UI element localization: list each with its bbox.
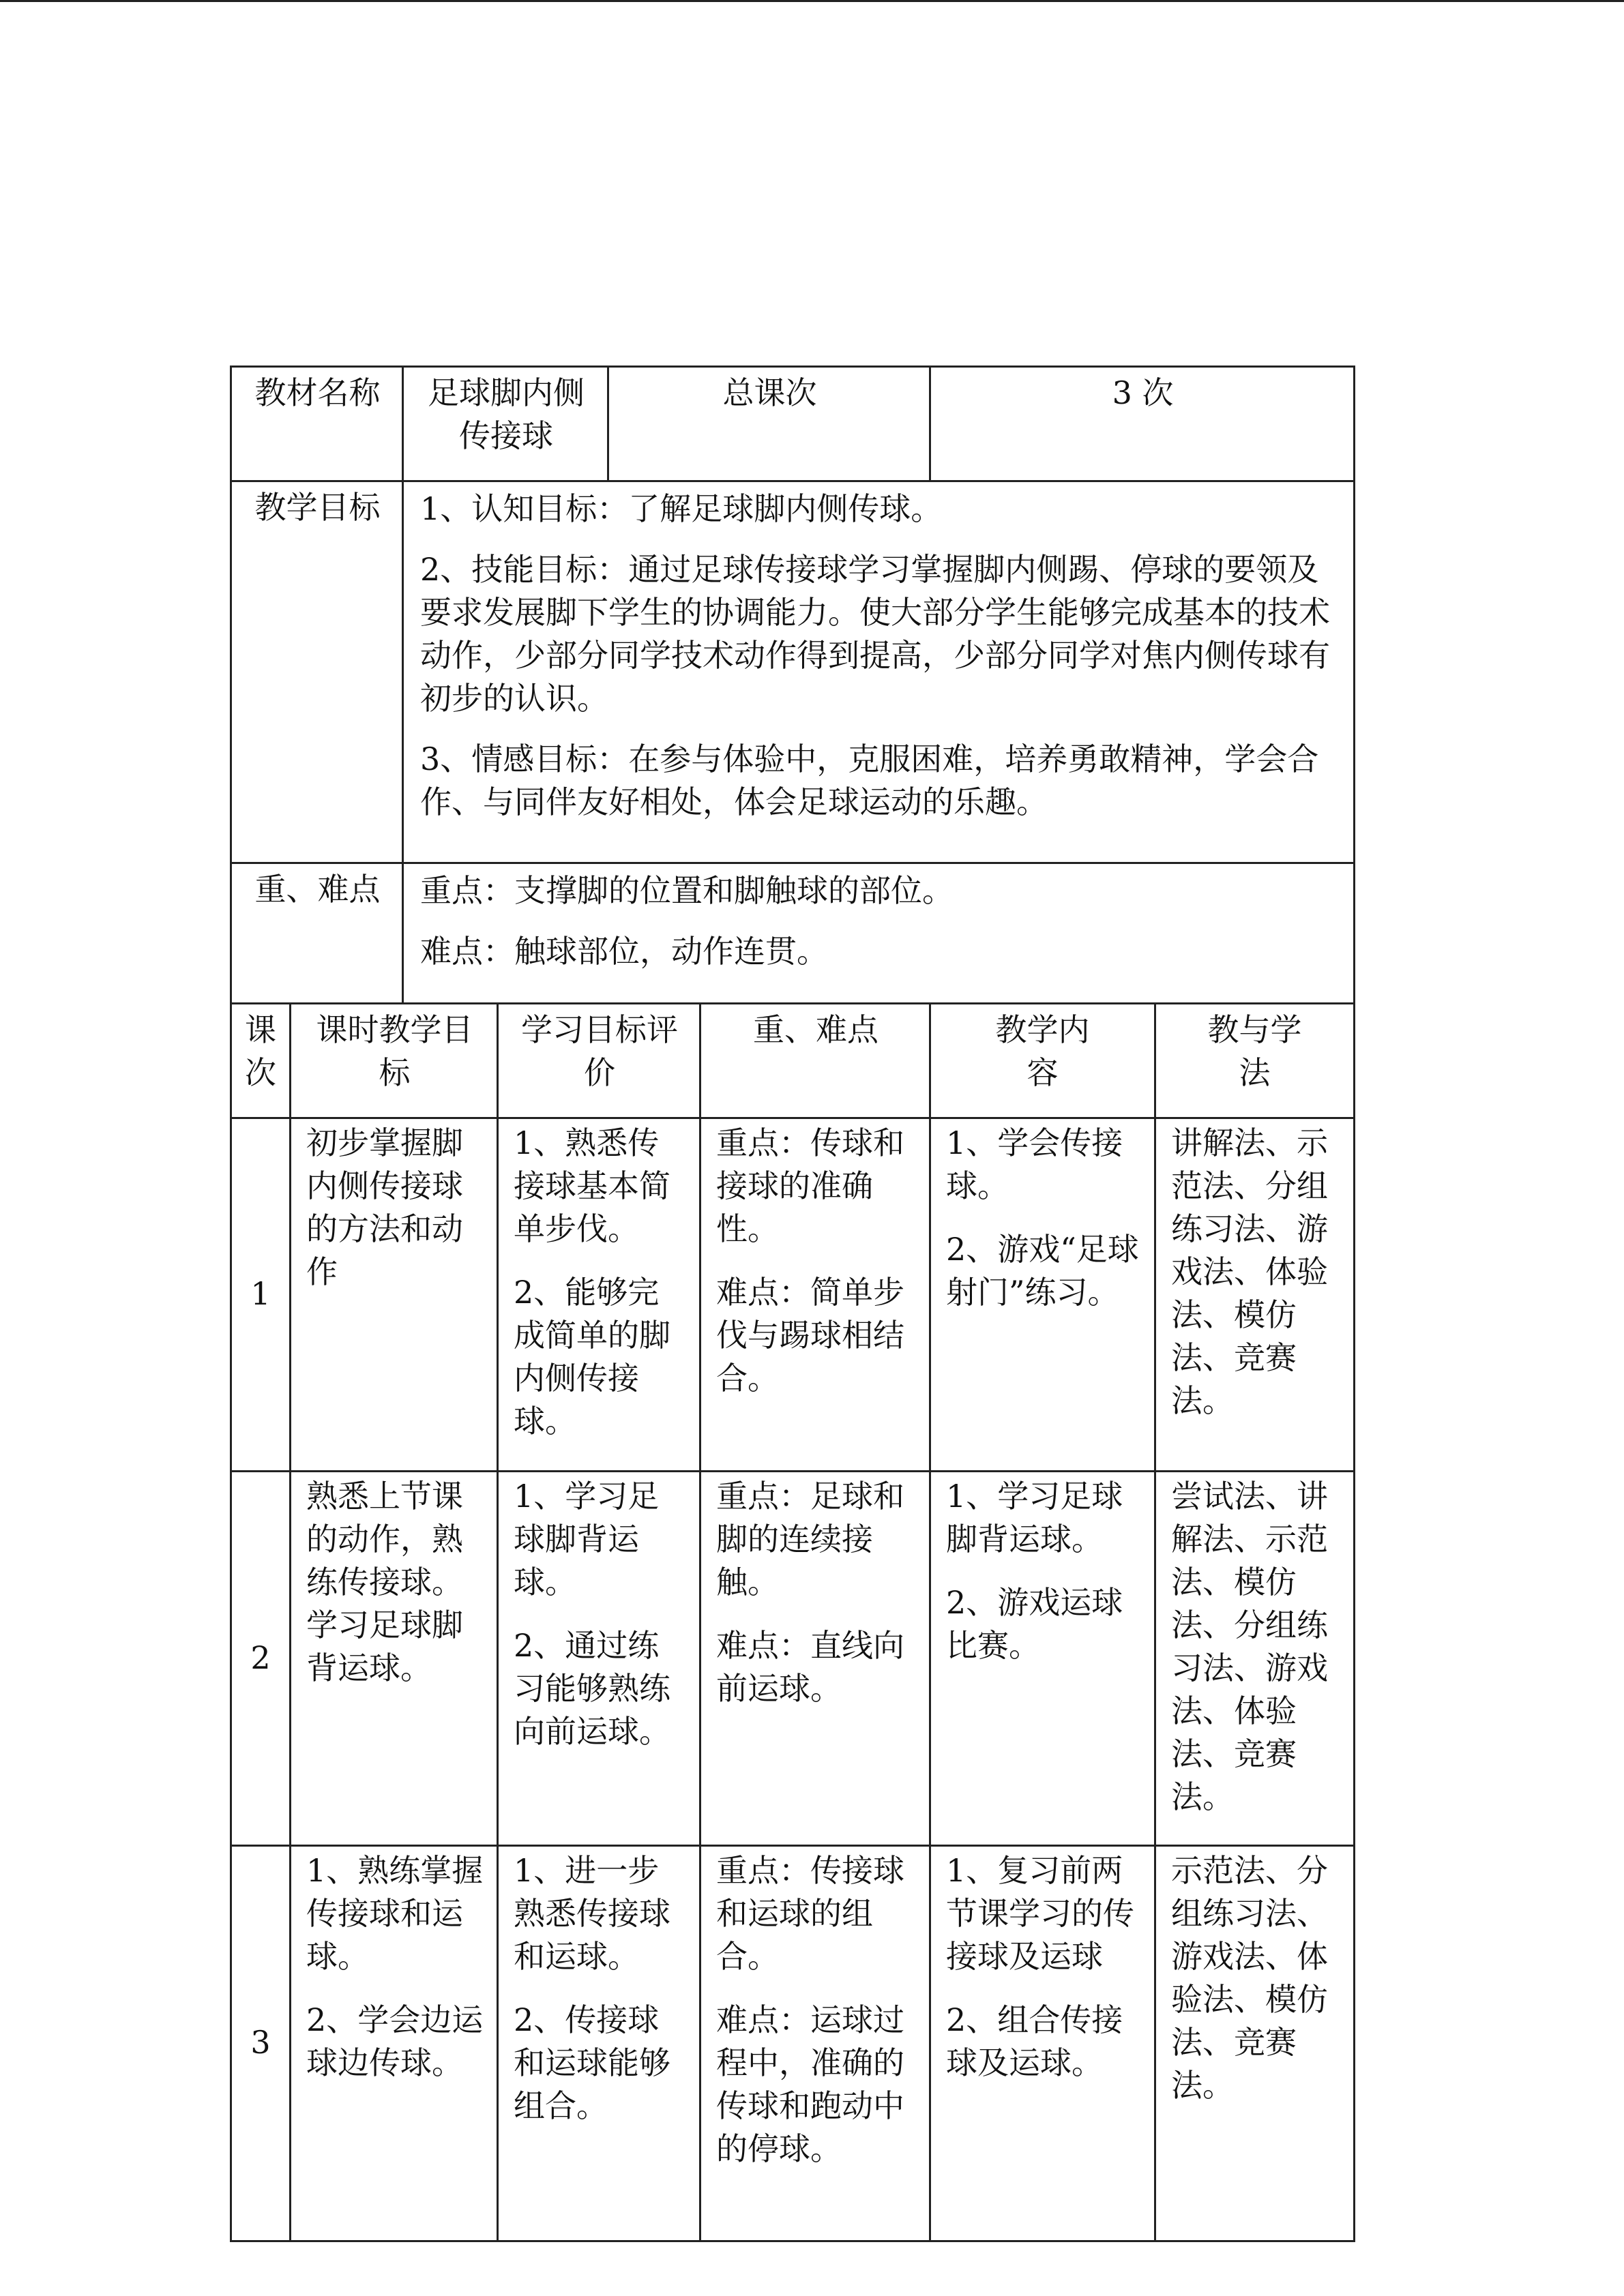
- methods-text: 示范法、分组练习法、游戏法、体验法、模仿法、竞赛法。: [1171, 1852, 1328, 2104]
- content-item: 1、复习前两节课学习的传接球及运球: [946, 1852, 1134, 1975]
- objective-item: 1、熟练掌握传接球和运球。: [306, 1852, 484, 1975]
- column-header-objective: 课时教学目标: [291, 1004, 498, 1118]
- lesson-evaluation: [498, 1472, 700, 1846]
- material-name-label: 教材名称: [231, 367, 403, 481]
- teaching-goals-label: 教学目标: [231, 481, 403, 863]
- lesson-methods: [1155, 1472, 1355, 1846]
- content-item: 2、组合传接球及运球。: [946, 2001, 1123, 2081]
- key-point-item: 重点：足球和脚的连续接触。: [716, 1478, 904, 1600]
- lesson-objective: [291, 1118, 498, 1472]
- difficult-point-item: 难点：直线向前运球。: [716, 1627, 904, 1707]
- column-header-lesson-number: 课次: [231, 1004, 291, 1118]
- lesson-objective: [291, 1846, 498, 2241]
- column-header-methods: 教与学法: [1155, 1004, 1355, 1118]
- lesson-row: [231, 1846, 1355, 2241]
- column-header-content: 教学内容: [930, 1004, 1155, 1118]
- key-point-item: 重点：传球和接球的准确性。: [716, 1124, 904, 1247]
- key-points-content: [403, 863, 1355, 1004]
- evaluation-item: 1、熟悉传接球基本简单步伐。: [514, 1124, 670, 1247]
- lesson-row: [231, 1118, 1355, 1472]
- lesson-key-points: [700, 1472, 930, 1846]
- total-lessons-label: 总课次: [608, 367, 930, 481]
- goal-cognitive: 1、认知目标：了解足球脚内侧传球。: [420, 490, 943, 527]
- lesson-objective: [291, 1472, 498, 1846]
- teaching-goals-row: [231, 481, 1355, 863]
- lesson-number: 2: [231, 1472, 291, 1846]
- lesson-plan-table: [230, 366, 1355, 2242]
- lesson-content: [930, 1846, 1155, 2241]
- lesson-methods: [1155, 1846, 1355, 2241]
- lesson-evaluation: [498, 1118, 700, 1472]
- evaluation-item: 2、通过练习能够熟练向前运球。: [514, 1627, 670, 1750]
- difficult-point-item: 难点：运球过程中，准确的传球和跑动中的停球。: [716, 2001, 904, 2167]
- total-lessons-value: 3 次: [930, 367, 1355, 481]
- objective-item: 2、学会边运球边传球。: [306, 2001, 484, 2081]
- objective-text: 初步掌握脚内侧传接球的方法和动作: [306, 1124, 463, 1290]
- lesson-content: [930, 1118, 1155, 1472]
- evaluation-item: 2、传接球和运球能够组合。: [514, 2001, 670, 2124]
- goal-affective: 3、情感目标：在参与体验中，克服困难，培养勇敢精神，学会合作、与同伴友好相处，体会足球运动的乐趣。: [420, 741, 1319, 820]
- objective-text: 熟悉上节课的动作，熟练传接球。学习足球脚背运球。: [306, 1478, 463, 1686]
- column-header-key-points: 重、难点: [700, 1004, 930, 1118]
- material-name-value: 足球脚内侧传接球: [403, 367, 608, 481]
- teaching-goals-content: [403, 481, 1355, 863]
- lesson-content: [930, 1472, 1155, 1846]
- header-row: [231, 367, 1355, 481]
- lesson-evaluation: [498, 1846, 700, 2241]
- lesson-methods: [1155, 1118, 1355, 1472]
- evaluation-item: 1、学习足球脚背运球。: [514, 1478, 660, 1600]
- key-point: 重点：支撑脚的位置和脚触球的部位。: [420, 872, 954, 909]
- key-point-item: 重点：传接球和运球的组合。: [716, 1852, 904, 1975]
- evaluation-item: 1、进一步熟悉传接球和运球。: [514, 1852, 670, 1975]
- content-item: 1、学会传接球。: [946, 1124, 1123, 1204]
- content-item: 2、游戏运球比赛。: [946, 1584, 1123, 1664]
- lesson-number: 1: [231, 1118, 291, 1472]
- lesson-key-points: [700, 1846, 930, 2241]
- evaluation-item: 2、能够完成简单的脚内侧传接球。: [514, 1274, 670, 1440]
- column-header-evaluation: 学习目标评价: [498, 1004, 700, 1118]
- lesson-row: [231, 1472, 1355, 1846]
- key-points-row: [231, 863, 1355, 1004]
- content-item: 2、游戏“足球射门”练习。: [946, 1231, 1139, 1311]
- methods-text: 尝试法、讲解法、示范法、模仿法、分组练习法、游戏法、体验法、竞赛法。: [1171, 1478, 1328, 1815]
- lesson-number: 3: [231, 1846, 291, 2241]
- lesson-header-row: [231, 1004, 1355, 1118]
- content-item: 1、学习足球脚背运球。: [946, 1478, 1123, 1557]
- top-border-line: [0, 0, 1624, 2]
- methods-text: 讲解法、示范法、分组练习法、游戏法、体验法、模仿法、竞赛法。: [1171, 1124, 1328, 1419]
- difficult-point-item: 难点：简单步伐与踢球相结合。: [716, 1274, 904, 1397]
- goal-skill: 2、技能目标：通过足球传接球学习掌握脚内侧踢、停球的要领及要求发展脚下学生的协调能力。使大部分学生能够完成基本的技术动作，少部分同学技术动作得到提高，少部分同学对焦内侧传球有初步的认识。: [420, 551, 1330, 717]
- lesson-key-points: [700, 1118, 930, 1472]
- difficult-point: 难点：触球部位，动作连贯。: [420, 933, 828, 970]
- key-points-label: 重、难点: [231, 863, 403, 1004]
